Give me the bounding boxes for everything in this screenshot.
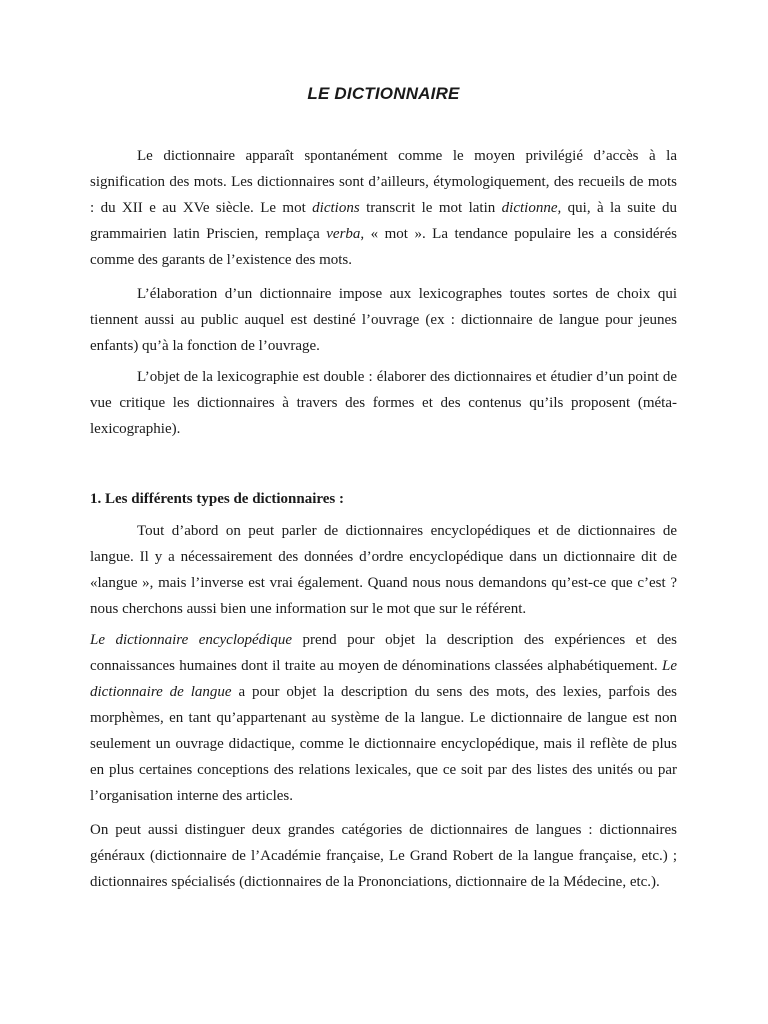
section-heading-types: 1. Les différents types de dictionnaires : (90, 491, 345, 507)
encyclopedic-term: Le dictionnaire encyclopédique (90, 632, 292, 648)
document-title: LE DICTIONNAIRE (307, 84, 460, 103)
types-paragraph: Tout d’abord on peut parler de dictionnaires encyclopédiques et de dictionnaires de langue. Il y a nécessairement des données d’ordre encyclopédique dans un dictionnaire dit de «langue », mais l’inverse est vrai également. Quand nous nous demandons qu’est-ce que c’est ? nous cherchons aussi bien une information sur le mot que sur le référent. (90, 523, 677, 617)
intro-italic-dictionne: dictionne, (501, 200, 562, 216)
encyclopedic-text-1: prend pour objet la description des expériences et des connaissances humaines dont il traite au moyen de dénominations classées alphabétiquement. (90, 632, 677, 674)
intro-italic-dictions: dictions (312, 200, 360, 216)
encyclopedic-text-2: a pour objet la description du sens des mots, des lexies, parfois des morphèmes, en tant qu’appartenant au système de la langue. Le dictionnaire de langue est non seulement un ouvrage didactique, comme le dictionnaire encyclopédique, mais il reflète de plus en plus certaines conceptions des relations lexicales, que ce soit par des listes des unités ou par l’organisation interne des articles. (90, 684, 678, 804)
intro-text-3: qui, à la suite du grammairien latin Priscien, remplaça (90, 200, 678, 242)
categories-paragraph: On peut aussi distinguer deux grandes catégories de dictionnaires de langues : dictionnaires généraux (dictionnaire de l’Académie française, Le Grand Robert de la langue française, etc.) ; dictionnaires spécialisés (dictionnaires de la Prononciations, dictionnaire de la Médecine, etc.). (90, 822, 677, 890)
intro-italic-verba: verba (326, 226, 361, 242)
intro-text-4: , « mot ». La tendance populaire les a considérés comme des garants de l’existence des mots. (90, 226, 677, 268)
intro-text-1: Le dictionnaire apparaît spontanément comme le moyen privilégié d’accès à la signification des mots. Les dictionnaires sont d’ailleurs, étymologiquement, des recueils de mots : du XII e au XVe siècle. Le mot (90, 148, 677, 216)
intro-text-2: transcrit le mot latin (359, 200, 502, 216)
language-dictionary-term: Le dictionnaire de langue (90, 658, 677, 700)
intro-paragraph (90, 143, 677, 273)
lexicography-paragraph: L’objet de la lexicographie est double : élaborer des dictionnaires et étudier d’un point de vue critique les dictionnaires à travers des formes et des contenus qu’ils proposent (méta-lexicographie). (90, 369, 677, 437)
elaboration-paragraph: L’élaboration d’un dictionnaire impose aux lexicographes toutes sortes de choix qui tiennent aussi au public auquel est destiné l’ouvrage (ex : dictionnaire de langue pour jeunes enfants) qu’à la fonction de l’ouvrage. (90, 286, 677, 354)
encyclopedic-paragraph (90, 627, 677, 809)
